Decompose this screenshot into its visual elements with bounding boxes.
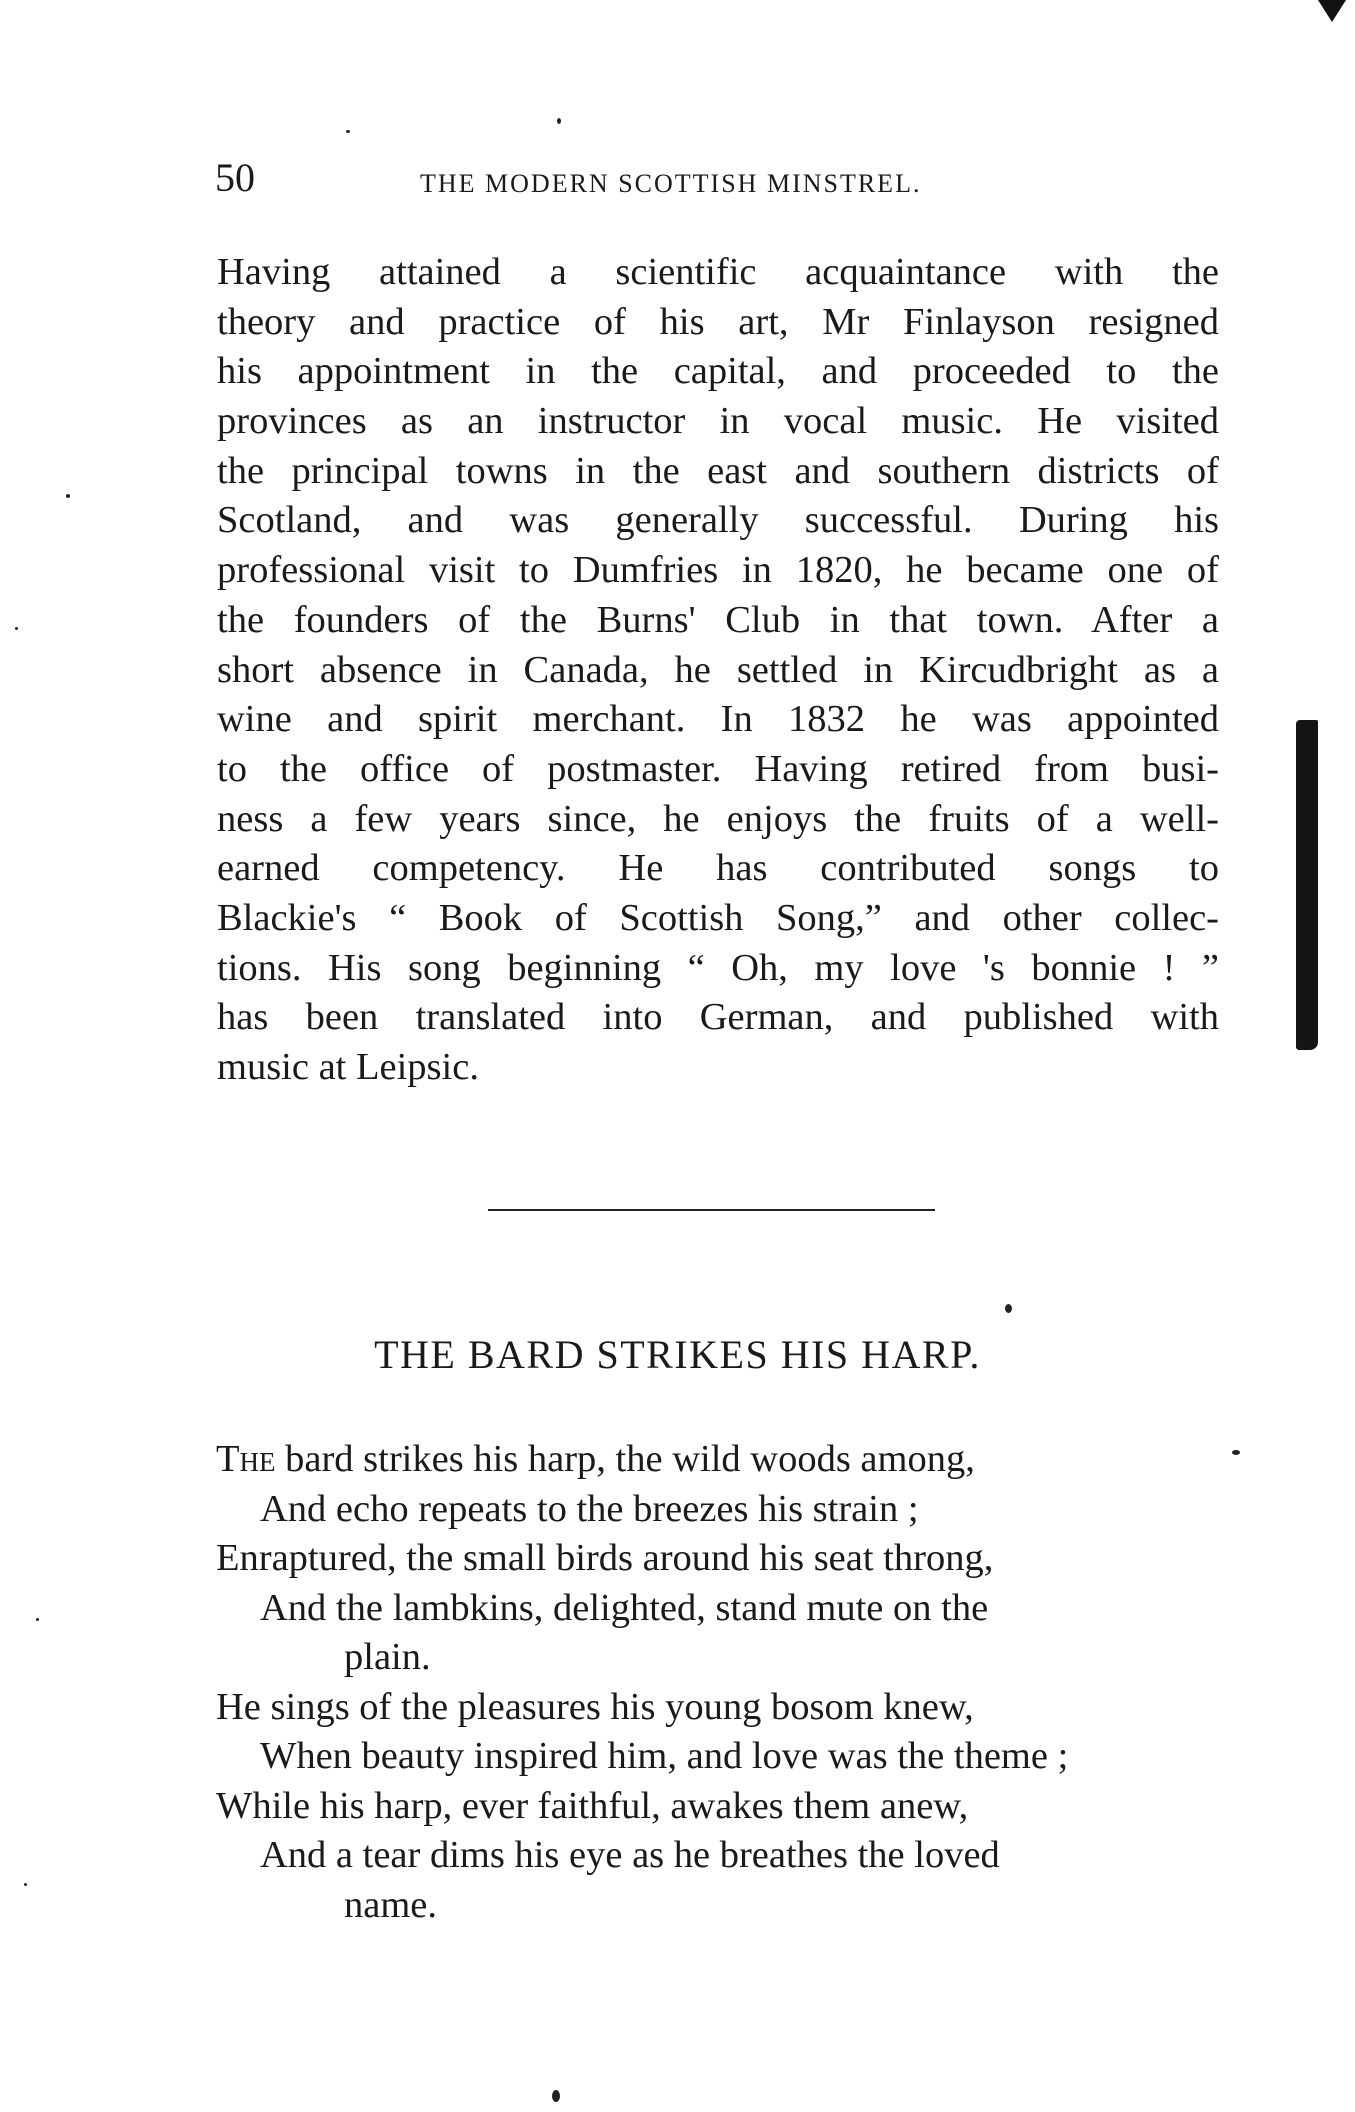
paragraph-line: ness a few years since, he enjoys the fruits of a well- [217,797,1219,840]
poem-title: THE BARD STRIKES HIS HARP. [374,1332,981,1377]
ink-speck [346,130,350,133]
ink-speck [552,2090,560,2102]
scan-margin-shadow [1296,720,1318,1050]
paragraph-line: provinces as an instructor in vocal music. He visited [217,400,1219,443]
paragraph-line: theory and practice of his art, Mr Finlayson resigned [217,300,1219,343]
poem-first-line-text: bard strikes his harp, the wild woods among, [275,1438,975,1480]
running-title: THE MODERN SCOTTISH MINSTREL. [420,169,922,198]
ink-speck [66,494,70,498]
paragraph-line: Scotland, and was generally successful. During his [217,499,1219,542]
paragraph-line: music at Leipsic. [217,1046,479,1088]
poem-line [216,1435,1216,1485]
paragraph-line: has been translated into German, and published with [217,996,1219,1039]
ink-speck [36,1618,39,1621]
paragraph-line: earned competency. He has contributed songs to [217,847,1219,890]
paragraph-line: the founders of the Burns' Club in that town. After a [217,598,1219,641]
biography-paragraph [217,248,1219,1093]
ink-speck [557,118,561,124]
poem-line: When beauty inspired him, and love was the theme ; [260,1735,1069,1777]
running-head [215,148,1015,208]
poem-line: name. [344,1883,437,1926]
paragraph-line: wine and spirit merchant. In 1832 he was appointed [217,698,1219,741]
poem-line: He sings of the pleasures his young bosom knew, [216,1685,974,1728]
poem-line: While his harp, ever faithful, awakes them anew, [216,1784,969,1827]
ink-speck [1232,1450,1240,1455]
poem-line: plain. [344,1636,431,1678]
paragraph-line: short absence in Canada, he settled in Kircudbright as a [217,648,1219,691]
page-number: 50 [215,155,255,200]
poem-line: Enraptured, the small birds around his seat throng, [216,1537,994,1579]
page-corner-mark [1318,0,1346,22]
poem-stanza [216,1435,1216,1930]
ink-speck [1005,1304,1012,1313]
ink-speck [15,627,18,630]
poem-line: And the lambkins, delighted, stand mute on the [260,1586,989,1629]
paragraph-line: Blackie's “ Book of Scottish Song,” and other collec- [217,896,1219,939]
paragraph-line: his appointment in the capital, and proceeded to the [217,350,1219,393]
paragraph-line: to the office of postmaster. Having retired from busi- [217,747,1219,790]
paragraph-line: Having attained a scientific acquaintance with the [217,251,1219,293]
poem-line: And echo repeats to the breezes his strain ; [260,1487,919,1530]
paragraph-line: the principal towns in the east and southern districts of [217,449,1219,492]
paragraph-line: tions. His song beginning “ Oh, my love 's bonnie ! ” [217,946,1219,989]
ink-speck [24,1883,27,1886]
paragraph-line: professional visit to Dumfries in 1820, he became one of [217,549,1219,592]
poem-line: And a tear dims his eye as he breathes the loved [260,1834,1000,1876]
poem-first-word: The [216,1438,276,1480]
section-divider [488,1209,935,1211]
